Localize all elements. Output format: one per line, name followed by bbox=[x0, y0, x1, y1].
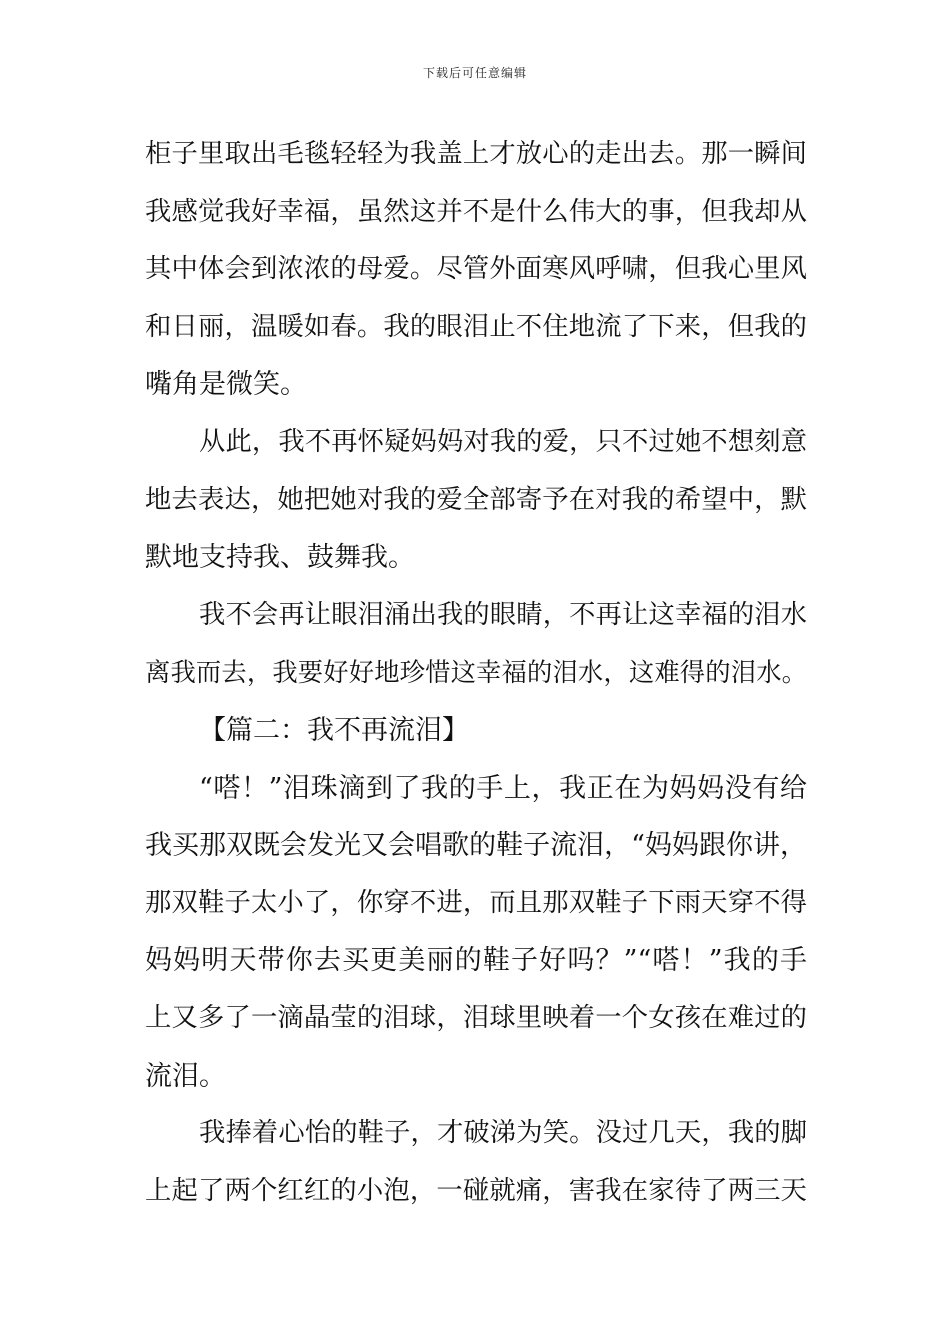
paragraph bbox=[145, 587, 807, 702]
document-body bbox=[145, 126, 807, 1220]
paragraph-line: 我感觉我好幸福，虽然这并不是什么伟大的事，但我却从 bbox=[145, 196, 807, 227]
paragraph-line: 那双鞋子太小了，你穿不进，而且那双鞋子下雨天穿不得 bbox=[145, 887, 807, 918]
paragraph-line: 我买那双既会发光又会唱歌的鞋子流泪，“妈妈跟你讲， bbox=[145, 830, 807, 862]
paragraph-line: 【篇二：我不再流泪】 bbox=[199, 714, 469, 746]
paragraph-line: 地去表达，她把她对我的爱全部寄予在对我的希望中，默 bbox=[145, 484, 807, 515]
paragraph-line: 从此，我不再怀疑妈妈对我的爱，只不过她不想刻意 bbox=[199, 426, 807, 457]
paragraph-line: 其中体会到浓浓的母爱。尽管外面寒风呼啸，但我心里风 bbox=[145, 254, 807, 285]
paragraph-line: 我不会再让眼泪涌出我的眼睛，不再让这幸福的泪水 bbox=[199, 599, 807, 630]
paragraph-line: “嗒！”泪珠滴到了我的手上，我正在为妈妈没有给 bbox=[199, 772, 807, 804]
paragraph bbox=[145, 1105, 807, 1220]
paragraph-line: 妈妈明天带你去买更美丽的鞋子好吗？”“嗒！”我的手 bbox=[145, 945, 807, 977]
paragraph bbox=[145, 126, 807, 414]
paragraph-line: 和日丽，温暖如春。我的眼泪止不住地流了下来，但我的 bbox=[145, 311, 807, 342]
paragraph-line: 默地支持我、鼓舞我。 bbox=[145, 542, 415, 574]
paragraph bbox=[145, 760, 807, 1106]
paragraph-line: 上又多了一滴晶莹的泪球，泪球里映着一个女孩在难过的 bbox=[145, 1002, 807, 1033]
paragraph-line: 我捧着心怡的鞋子，才破涕为笑。没过几天，我的脚 bbox=[199, 1118, 807, 1149]
paragraph-line: 流泪。 bbox=[145, 1060, 226, 1092]
paragraph-line: 柜子里取出毛毯轻轻为我盖上才放心的走出去。那一瞬间 bbox=[145, 139, 807, 169]
page-header: 下载后可任意编辑 bbox=[422, 66, 527, 80]
paragraph-line: 嘴角是微笑。 bbox=[145, 369, 307, 401]
paragraph bbox=[145, 414, 807, 587]
paragraph bbox=[145, 702, 807, 760]
paragraph-line: 离我而去，我要好好地珍惜这幸福的泪水，这难得的泪水。 bbox=[145, 657, 807, 688]
paragraph-line: 上起了两个红红的小泡，一碰就痛，害我在家待了两三天 bbox=[145, 1175, 807, 1206]
